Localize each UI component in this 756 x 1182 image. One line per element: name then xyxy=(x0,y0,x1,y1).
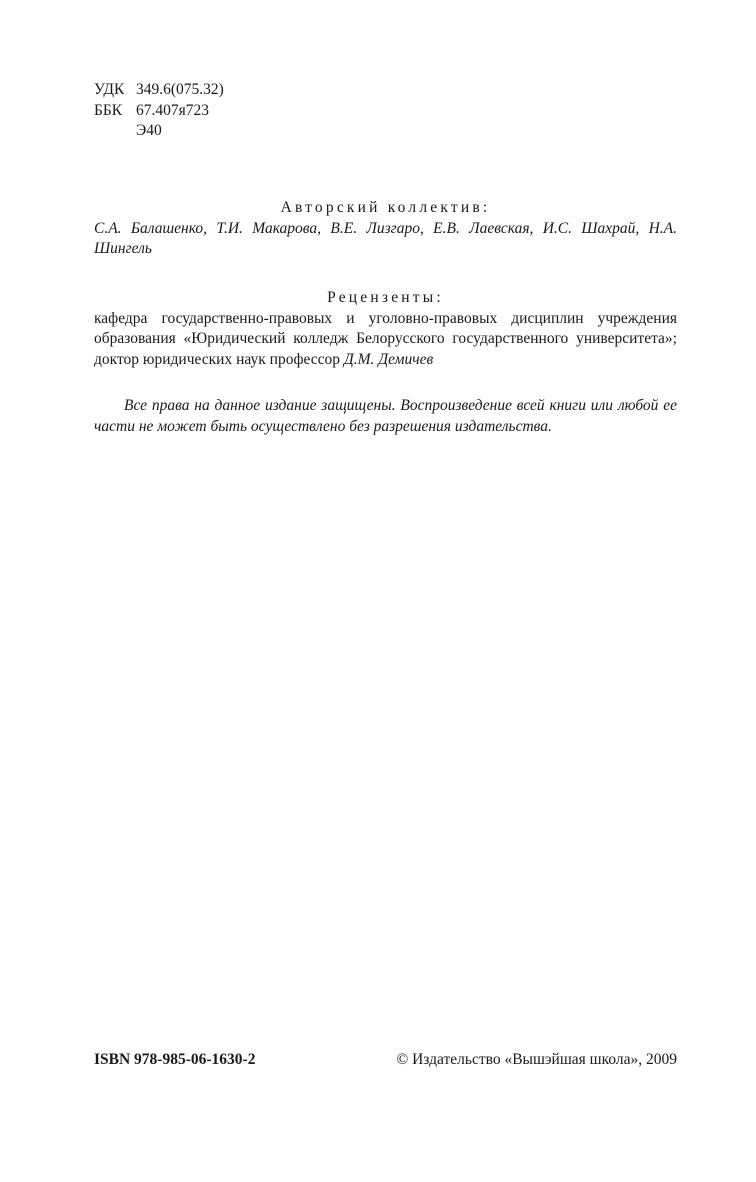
authors-heading: Авторский коллектив: xyxy=(280,199,491,216)
rights-notice: Все права на данное издание защищены. Воспроизведение всей книги или любой ее части не может быть осуществлено без разрешения издательства. xyxy=(94,397,677,435)
reviewers-heading: Рецензенты: xyxy=(327,289,444,306)
reviewers-section xyxy=(94,288,677,370)
udk-value: 349.6(075.32) xyxy=(136,81,224,98)
bbk-row xyxy=(94,101,224,122)
authors-section xyxy=(94,198,677,260)
author-mark-row xyxy=(94,121,224,142)
footer xyxy=(94,1050,677,1071)
classification-block xyxy=(94,80,224,142)
bbk-value: 67.407я723 xyxy=(136,101,210,119)
author-mark: Э40 xyxy=(136,122,162,139)
reviewer-name: Д.М. Демичев xyxy=(343,350,434,368)
copyright: © Издательство «Вышэйшая школа», 2009 xyxy=(396,1051,677,1068)
reviewers-body: кафедра государственно-правовых и уголовно-правовых дисциплин учреждения образования «Юридический колледж Белорусского государственного университета»; доктор юридических наук профессор xyxy=(94,309,677,368)
authors-list: С.А. Балашенко, Т.И. Макарова, В.Е. Лизгаро, Е.В. Лаевская, И.С. Шахрай, Н.А. Шингель xyxy=(94,219,677,257)
reviewers-text xyxy=(94,309,677,371)
udk-label: УДК xyxy=(94,81,125,98)
bbk-label: ББК xyxy=(94,101,123,119)
udk-row xyxy=(94,80,224,101)
rights-section xyxy=(94,396,677,437)
isbn: ISBN 978-985-06-1630-2 xyxy=(94,1051,256,1068)
